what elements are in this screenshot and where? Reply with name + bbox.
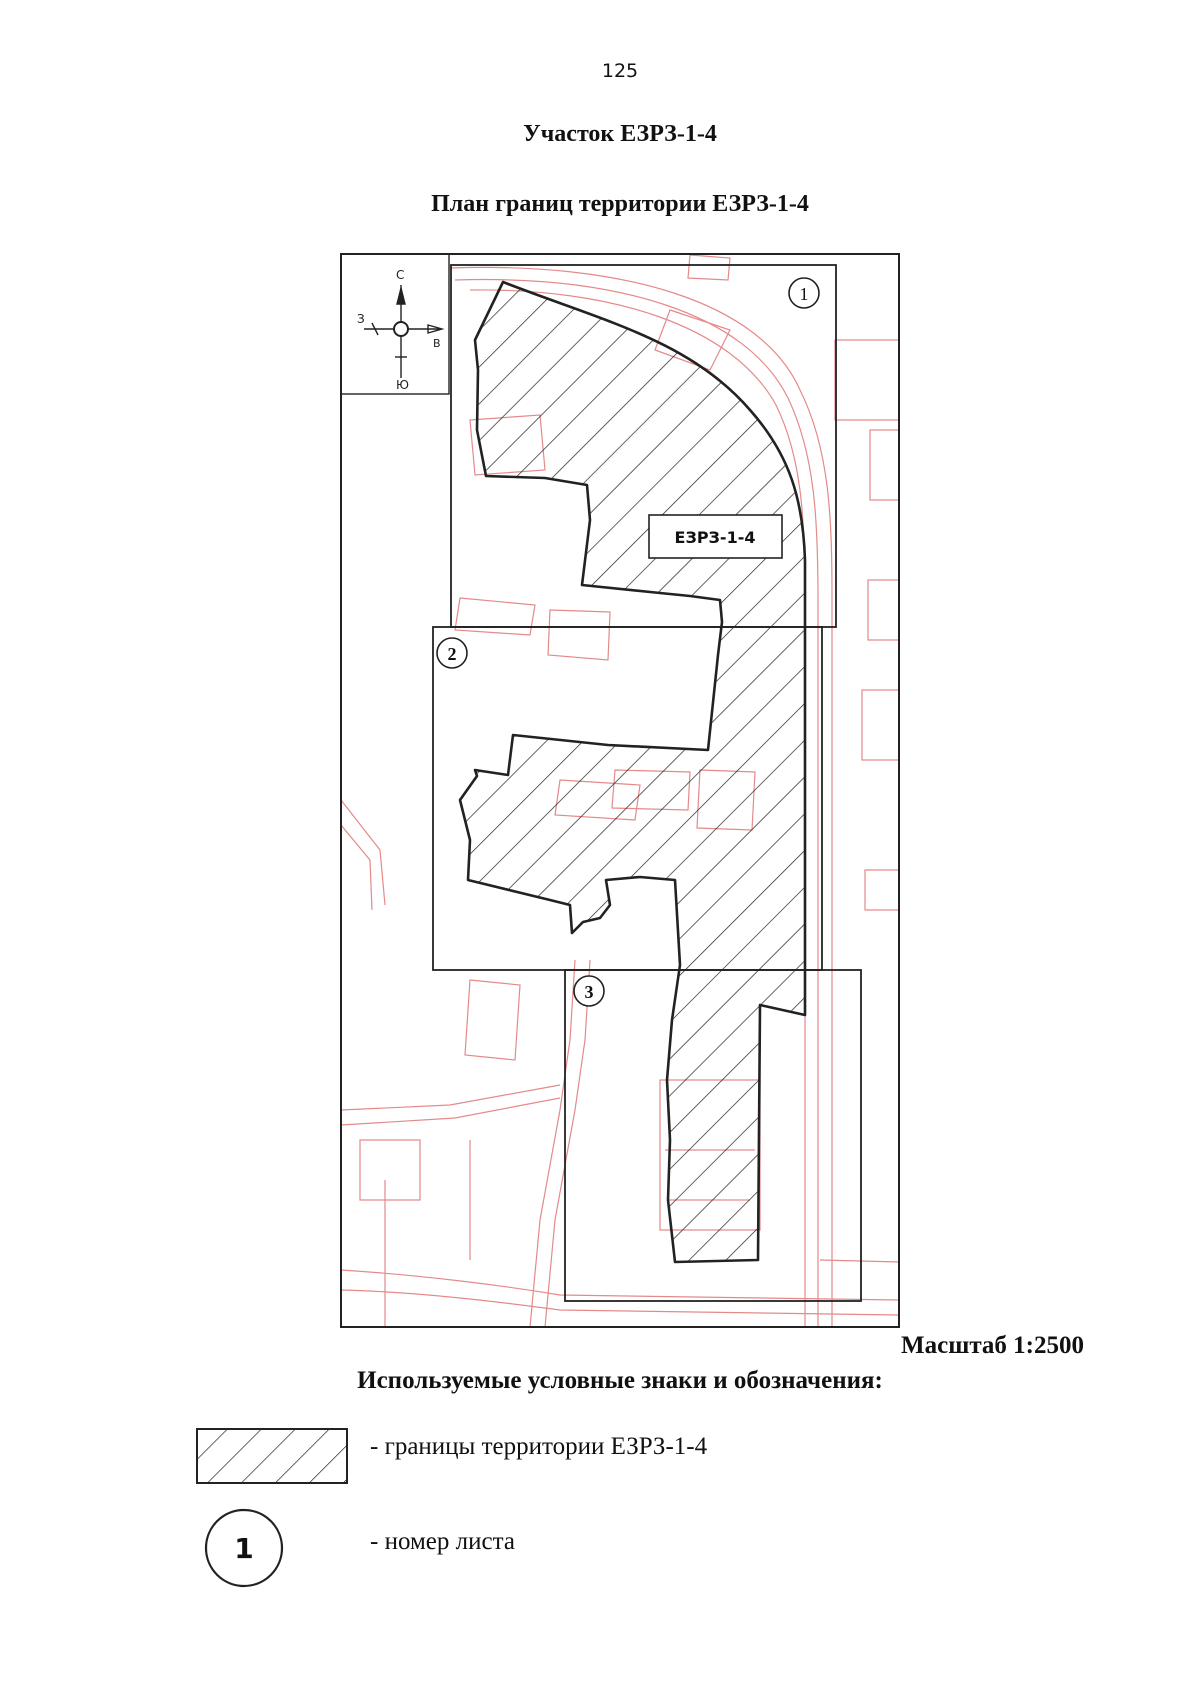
legend-sheet-circle <box>203 1507 285 1589</box>
legend-sheet-number: 1 <box>234 1532 254 1565</box>
map-scale: Масштаб 1:2500 <box>901 1332 1084 1359</box>
legend-territory-text: - границы территории ЕЗРЗ-1-4 <box>370 1433 708 1460</box>
compass-south-label: Ю <box>396 378 409 392</box>
compass-east-label: В <box>433 337 441 350</box>
north-arrow <box>341 254 449 394</box>
page-title: Участок ЕЗРЗ-1-4 <box>523 121 717 147</box>
sheet-marker-2 <box>437 638 467 668</box>
page-number: 125 <box>601 60 639 82</box>
legend-sheet-text: - номер листа <box>370 1528 515 1555</box>
zone-label: ЕЗРЗ-1-4 <box>674 528 756 547</box>
legend-title: Используемые условные знаки и обозначения: <box>357 1367 883 1394</box>
sheet-number-1: 1 <box>799 284 809 304</box>
compass-west-label: З <box>357 312 365 326</box>
page-subtitle: План границ территории ЕЗРЗ-1-4 <box>431 191 809 217</box>
legend-hatch-swatch <box>195 1427 349 1485</box>
boundary-map <box>340 253 900 1328</box>
sheet-marker-3 <box>574 976 604 1006</box>
sheet-marker-1 <box>789 278 819 308</box>
sheet-number-2: 2 <box>447 644 457 664</box>
compass-north-label: С <box>396 268 405 282</box>
sheet-number-3: 3 <box>584 982 594 1002</box>
